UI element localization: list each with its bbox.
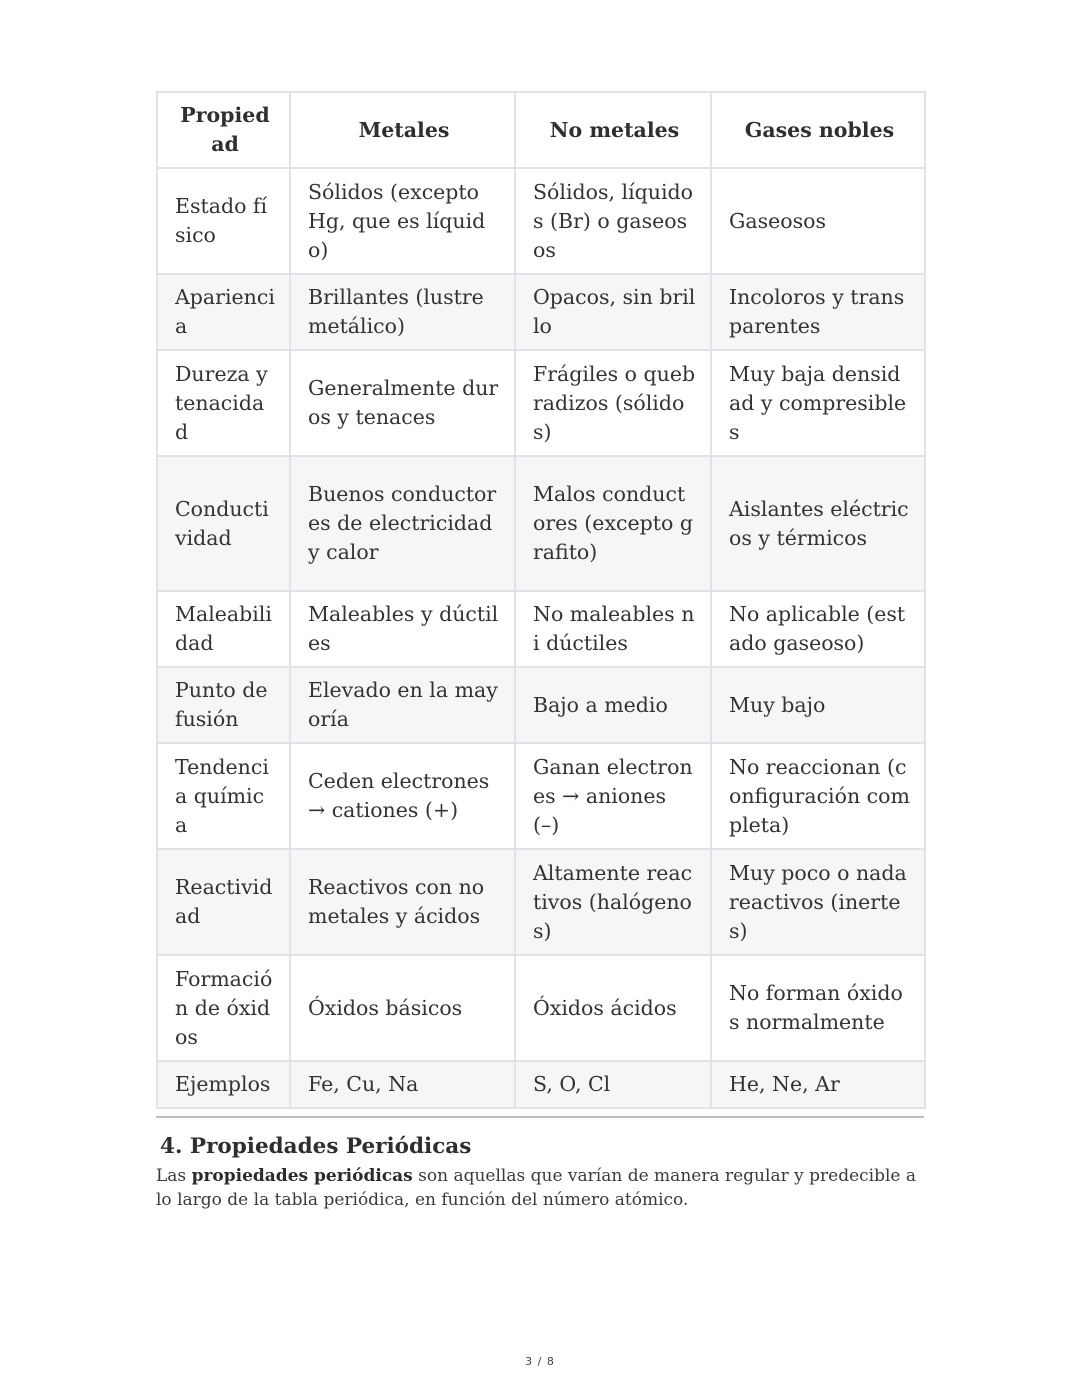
cell-no-metales: Altamente reactivos (halógenos) bbox=[515, 849, 711, 955]
cell-propiedad: Ejemplos bbox=[157, 1061, 290, 1108]
table-row bbox=[157, 667, 925, 743]
section-heading: 4. Propiedades Periódicas bbox=[160, 1134, 472, 1159]
cell-gases-nobles: Muy bajo bbox=[711, 667, 925, 743]
cell-gases-nobles: Gaseosos bbox=[711, 168, 925, 274]
cell-metales: Fe, Cu, Na bbox=[290, 1061, 515, 1108]
cell-propiedad: Maleabilidad bbox=[157, 591, 290, 667]
paragraph-bold-term: propiedades periódicas bbox=[191, 1166, 413, 1186]
cell-gases-nobles: Aislantes eléctricos y térmicos bbox=[711, 456, 925, 591]
cell-propiedad: Tendencia química bbox=[157, 743, 290, 849]
table-row bbox=[157, 456, 925, 591]
cell-no-metales: No maleables ni dúctiles bbox=[515, 591, 711, 667]
cell-no-metales: Malos conductores (excepto grafito) bbox=[515, 456, 711, 591]
table-row bbox=[157, 743, 925, 849]
table-header-row bbox=[157, 92, 925, 168]
cell-propiedad: Conductividad bbox=[157, 456, 290, 591]
cell-metales: Brillantes (lustre metálico) bbox=[290, 274, 515, 350]
cell-propiedad: Estado físico bbox=[157, 168, 290, 274]
table-row bbox=[157, 274, 925, 350]
cell-no-metales: Bajo a medio bbox=[515, 667, 711, 743]
table-row bbox=[157, 591, 925, 667]
cell-metales: Elevado en la mayoría bbox=[290, 667, 515, 743]
cell-gases-nobles: He, Ne, Ar bbox=[711, 1061, 925, 1108]
cell-gases-nobles: No aplicable (estado gaseoso) bbox=[711, 591, 925, 667]
cell-no-metales: Ganan electrones → aniones (–) bbox=[515, 743, 711, 849]
table-row bbox=[157, 955, 925, 1061]
cell-propiedad: Formación de óxidos bbox=[157, 955, 290, 1061]
cell-metales: Ceden electrones → cationes (+) bbox=[290, 743, 515, 849]
properties-table bbox=[156, 91, 926, 1109]
cell-metales: Óxidos básicos bbox=[290, 955, 515, 1061]
cell-gases-nobles: No forman óxidos normalmente bbox=[711, 955, 925, 1061]
page-number: 3 / 8 bbox=[525, 1355, 555, 1368]
cell-metales: Reactivos con no metales y ácidos bbox=[290, 849, 515, 955]
paragraph-suffix: son aquellas que varían de manera regular y predecible a lo largo de la tabla periódica, en función del número atómico. bbox=[156, 1166, 917, 1210]
cell-propiedad: Reactividad bbox=[157, 849, 290, 955]
cell-no-metales: Frágiles o quebradizos (sólidos) bbox=[515, 350, 711, 456]
paragraph-prefix: Las bbox=[156, 1166, 192, 1186]
cell-gases-nobles: No reaccionan (configuración completa) bbox=[711, 743, 925, 849]
cell-propiedad: Apariencia bbox=[157, 274, 290, 350]
section-paragraph bbox=[156, 1164, 926, 1212]
cell-metales: Maleables y dúctiles bbox=[290, 591, 515, 667]
cell-gases-nobles: Muy baja densidad y compresibles bbox=[711, 350, 925, 456]
header-metales: Metales bbox=[290, 92, 515, 168]
cell-no-metales: Opacos, sin brillo bbox=[515, 274, 711, 350]
cell-no-metales: Óxidos ácidos bbox=[515, 955, 711, 1061]
cell-metales: Generalmente duros y tenaces bbox=[290, 350, 515, 456]
cell-metales: Buenos conductores de electricidad y calor bbox=[290, 456, 515, 591]
cell-metales: Sólidos (excepto Hg, que es líquido) bbox=[290, 168, 515, 274]
header-gases-nobles: Gases nobles bbox=[711, 92, 925, 168]
cell-gases-nobles: Incoloros y transparentes bbox=[711, 274, 925, 350]
table-row bbox=[157, 168, 925, 274]
cell-propiedad: Dureza y tenacidad bbox=[157, 350, 290, 456]
header-no-metales: No metales bbox=[515, 92, 711, 168]
table-row bbox=[157, 1061, 925, 1108]
cell-no-metales: S, O, Cl bbox=[515, 1061, 711, 1108]
table-row bbox=[157, 849, 925, 955]
cell-no-metales: Sólidos, líquidos (Br) o gaseosos bbox=[515, 168, 711, 274]
cell-gases-nobles: Muy poco o nada reactivos (inertes) bbox=[711, 849, 925, 955]
section-divider bbox=[156, 1116, 924, 1118]
table-row bbox=[157, 350, 925, 456]
cell-propiedad: Punto de fusión bbox=[157, 667, 290, 743]
header-propiedad: Propiedad bbox=[157, 92, 290, 168]
